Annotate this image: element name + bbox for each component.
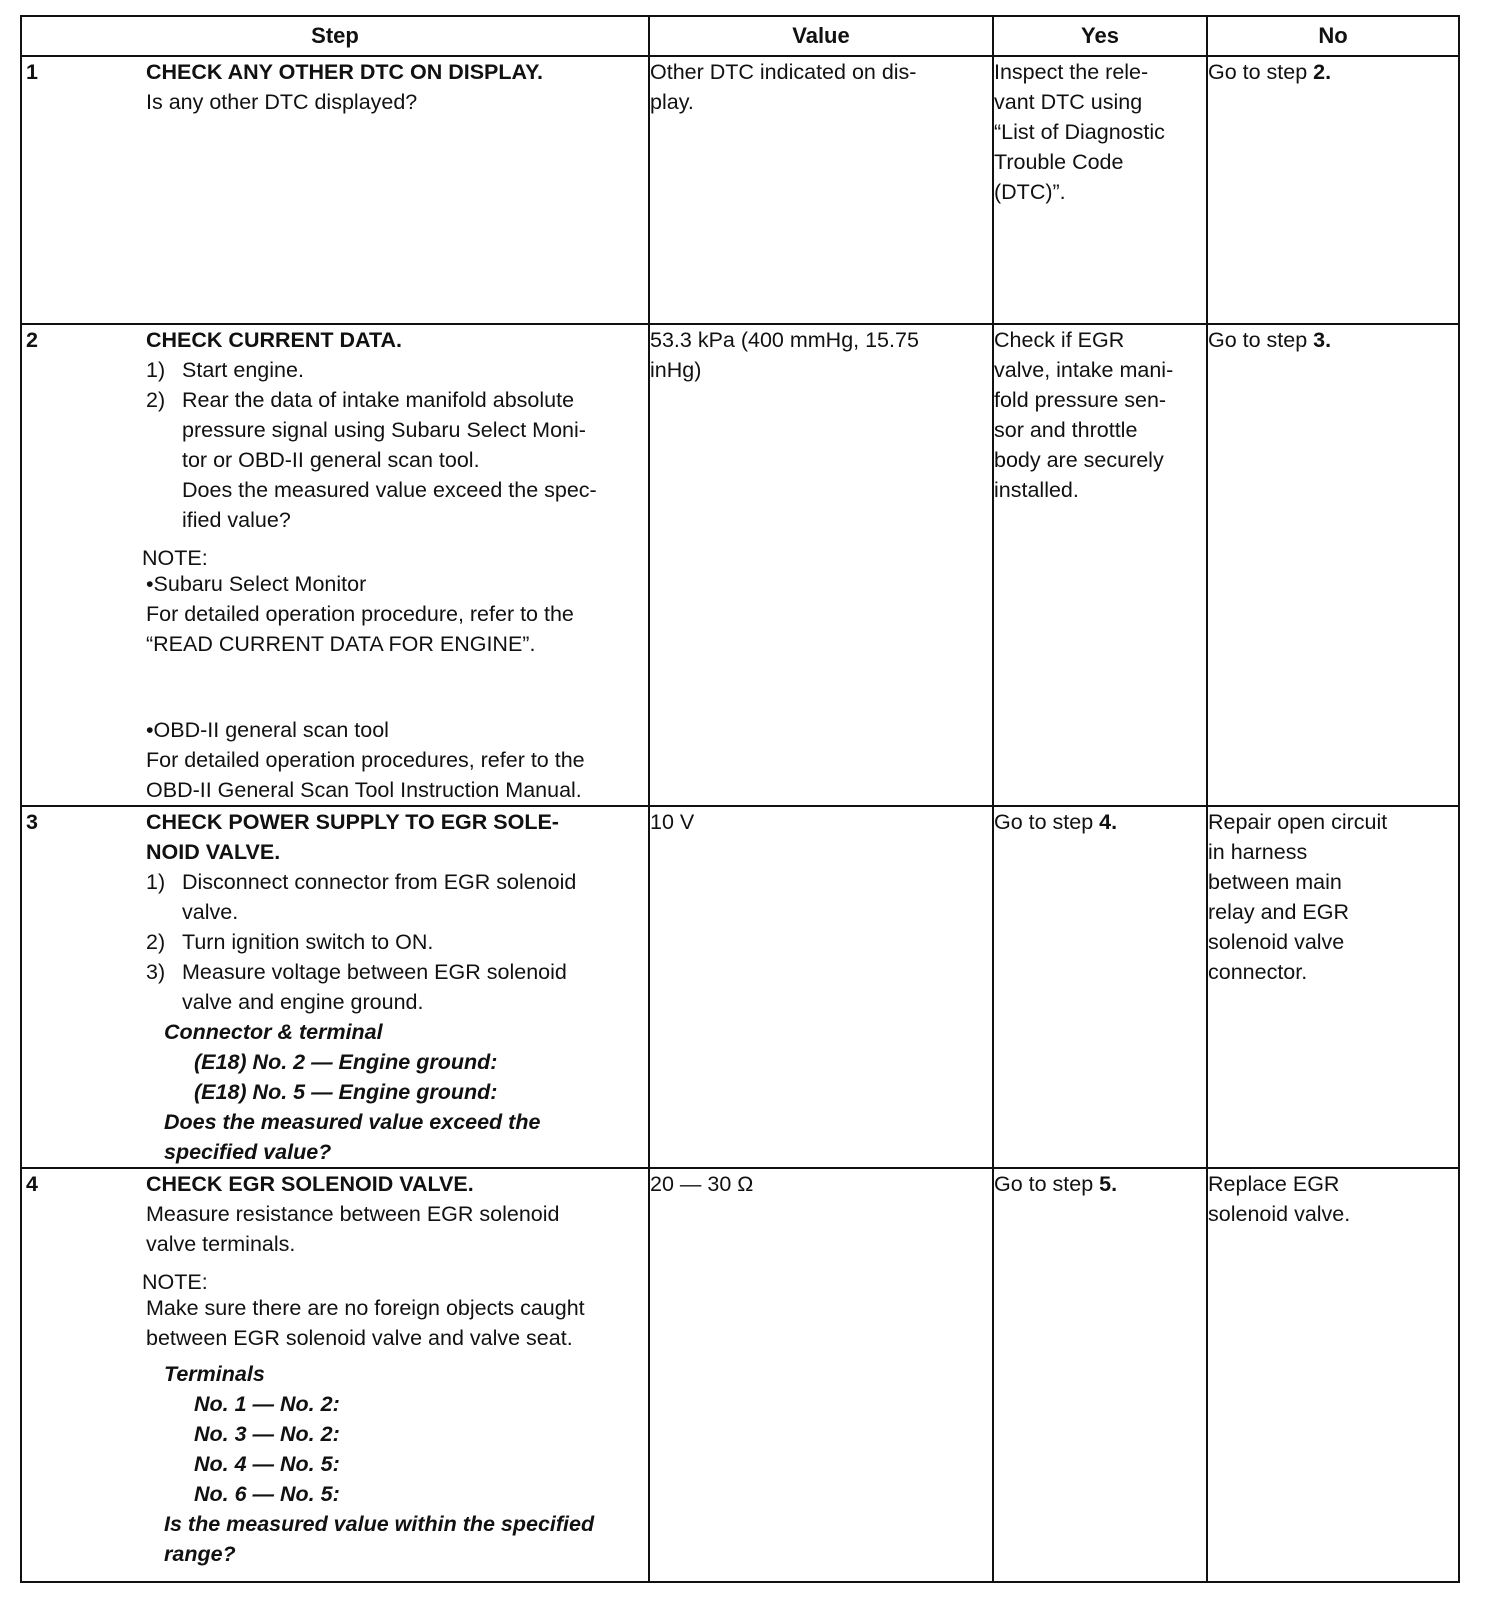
note-line: “READ CURRENT DATA FOR ENGINE”. bbox=[146, 632, 536, 656]
table-row bbox=[21, 1168, 1459, 1582]
item-text: pressure signal using Subaru Select Moni- bbox=[182, 418, 586, 442]
item-number: 3) bbox=[146, 960, 166, 984]
step-title: CHECK EGR SOLENOID VALVE. bbox=[146, 1172, 474, 1196]
yes-cell bbox=[993, 324, 1207, 806]
item-text: Turn ignition switch to ON. bbox=[182, 930, 434, 954]
no-cell bbox=[1207, 56, 1459, 324]
value-cell bbox=[649, 56, 993, 324]
list-item bbox=[146, 927, 648, 957]
note-line: Make sure there are no foreign objects caught bbox=[146, 1296, 585, 1320]
header-no: No bbox=[1207, 16, 1459, 56]
note-heading: NOTE: bbox=[142, 546, 208, 570]
item-text: valve and engine ground. bbox=[182, 990, 424, 1014]
step-number: 3 bbox=[26, 810, 38, 834]
yes-line: vant DTC using bbox=[994, 90, 1143, 114]
spec-line: No. 1 — No. 2: bbox=[194, 1392, 340, 1416]
header-value: Value bbox=[649, 16, 993, 56]
spec-line: No. 4 — No. 5: bbox=[194, 1452, 340, 1476]
yes-text: Go to step bbox=[994, 810, 1100, 834]
note-line: •OBD-II general scan tool bbox=[146, 718, 389, 742]
item-text: ified value? bbox=[182, 508, 291, 532]
step-cell bbox=[21, 1168, 649, 1582]
spec-line: No. 6 — No. 5: bbox=[194, 1482, 340, 1506]
item-number: 2) bbox=[146, 930, 166, 954]
value-line: Other DTC indicated on dis- bbox=[650, 60, 917, 84]
no-line: between main bbox=[1208, 870, 1342, 894]
yes-step-ref: 5. bbox=[1099, 1172, 1118, 1196]
header-row bbox=[21, 16, 1459, 56]
yes-line: installed. bbox=[994, 478, 1079, 502]
step-title: CHECK POWER SUPPLY TO EGR SOLE- bbox=[146, 810, 559, 834]
table-row bbox=[21, 806, 1459, 1168]
no-line: connector. bbox=[1208, 960, 1308, 984]
item-text: Rear the data of intake manifold absolute bbox=[182, 388, 575, 412]
note-line: between EGR solenoid valve and valve seat. bbox=[146, 1326, 573, 1350]
spec-heading: Terminals bbox=[164, 1362, 265, 1386]
step-text: valve terminals. bbox=[146, 1232, 296, 1256]
yes-line: (DTC)”. bbox=[994, 180, 1066, 204]
item-text: Disconnect connector from EGR solenoid bbox=[182, 870, 577, 894]
yes-line: Check if EGR bbox=[994, 328, 1125, 352]
spec-line: No. 3 — No. 2: bbox=[194, 1422, 340, 1446]
item-number: 2) bbox=[146, 388, 166, 412]
step-cell bbox=[21, 56, 649, 324]
no-text: Go to step bbox=[1208, 60, 1314, 84]
yes-line: sor and throttle bbox=[994, 418, 1138, 442]
list-item bbox=[146, 355, 648, 385]
diagnostic-table bbox=[20, 15, 1460, 1583]
yes-cell bbox=[993, 806, 1207, 1168]
list-item bbox=[146, 867, 648, 897]
no-line: Repair open circuit bbox=[1208, 810, 1388, 834]
spec-heading: Connector & terminal bbox=[164, 1020, 383, 1044]
step-cell bbox=[21, 806, 649, 1168]
yes-line: fold pressure sen- bbox=[994, 388, 1167, 412]
no-step-ref: 3. bbox=[1313, 328, 1332, 352]
yes-step-ref: 4. bbox=[1099, 810, 1118, 834]
item-text: valve. bbox=[182, 900, 239, 924]
value-line: 53.3 kPa (400 mmHg, 15.75 bbox=[650, 328, 919, 352]
list-item bbox=[146, 957, 648, 987]
item-text: Start engine. bbox=[182, 358, 304, 382]
value-line: 20 — 30 Ω bbox=[650, 1172, 754, 1196]
no-cell bbox=[1207, 806, 1459, 1168]
value-line: 10 V bbox=[650, 810, 695, 834]
step-title: NOID VALVE. bbox=[146, 840, 281, 864]
spec-question: specified value? bbox=[164, 1140, 332, 1164]
spec-line: (E18) No. 2 — Engine ground: bbox=[194, 1050, 498, 1074]
table-row bbox=[21, 56, 1459, 324]
note-line: For detailed operation procedure, refer to the bbox=[146, 602, 574, 626]
note-line: OBD-II General Scan Tool Instruction Manual. bbox=[146, 778, 582, 802]
yes-text: Go to step bbox=[994, 1172, 1100, 1196]
value-cell bbox=[649, 324, 993, 806]
no-step-ref: 2. bbox=[1313, 60, 1332, 84]
step-title: CHECK ANY OTHER DTC ON DISPLAY. bbox=[146, 60, 544, 84]
step-number: 2 bbox=[26, 328, 38, 352]
no-text: Go to step bbox=[1208, 328, 1314, 352]
no-line: Replace EGR bbox=[1208, 1172, 1340, 1196]
yes-line: Inspect the rele- bbox=[994, 60, 1149, 84]
item-text: Measure voltage between EGR solenoid bbox=[182, 960, 567, 984]
step-number: 4 bbox=[26, 1172, 38, 1196]
header-yes: Yes bbox=[993, 16, 1207, 56]
yes-line: Trouble Code bbox=[994, 150, 1124, 174]
no-line: in harness bbox=[1208, 840, 1308, 864]
spec-question: Is the measured value within the specified bbox=[164, 1512, 595, 1536]
list-item bbox=[146, 385, 648, 415]
spec-line: (E18) No. 5 — Engine ground: bbox=[194, 1080, 498, 1104]
header-step: Step bbox=[21, 16, 649, 56]
step-title: CHECK CURRENT DATA. bbox=[146, 328, 402, 352]
table-row bbox=[21, 324, 1459, 806]
yes-line: body are securely bbox=[994, 448, 1164, 472]
value-cell bbox=[649, 1168, 993, 1582]
item-text: Does the measured value exceed the spec- bbox=[182, 478, 597, 502]
no-line: relay and EGR bbox=[1208, 900, 1350, 924]
no-cell bbox=[1207, 1168, 1459, 1582]
value-cell bbox=[649, 806, 993, 1168]
yes-line: “List of Diagnostic bbox=[994, 120, 1165, 144]
step-cell bbox=[21, 324, 649, 806]
step-question: Is any other DTC displayed? bbox=[146, 90, 418, 114]
item-number: 1) bbox=[146, 358, 166, 382]
item-number: 1) bbox=[146, 870, 166, 894]
spec-question: range? bbox=[164, 1542, 236, 1566]
yes-cell bbox=[993, 56, 1207, 324]
value-line: inHg) bbox=[650, 358, 702, 382]
step-text: Measure resistance between EGR solenoid bbox=[146, 1202, 560, 1226]
no-line: solenoid valve. bbox=[1208, 1202, 1351, 1226]
yes-line: valve, intake mani- bbox=[994, 358, 1174, 382]
no-line: solenoid valve bbox=[1208, 930, 1345, 954]
no-cell bbox=[1207, 324, 1459, 806]
yes-cell bbox=[993, 1168, 1207, 1582]
step-number: 1 bbox=[26, 60, 38, 84]
note-heading: NOTE: bbox=[142, 1270, 208, 1294]
value-line: play. bbox=[650, 90, 694, 114]
note-line: •Subaru Select Monitor bbox=[146, 572, 367, 596]
item-text: tor or OBD-II general scan tool. bbox=[182, 448, 480, 472]
spec-question: Does the measured value exceed the bbox=[164, 1110, 541, 1134]
note-line: For detailed operation procedures, refer to the bbox=[146, 748, 585, 772]
